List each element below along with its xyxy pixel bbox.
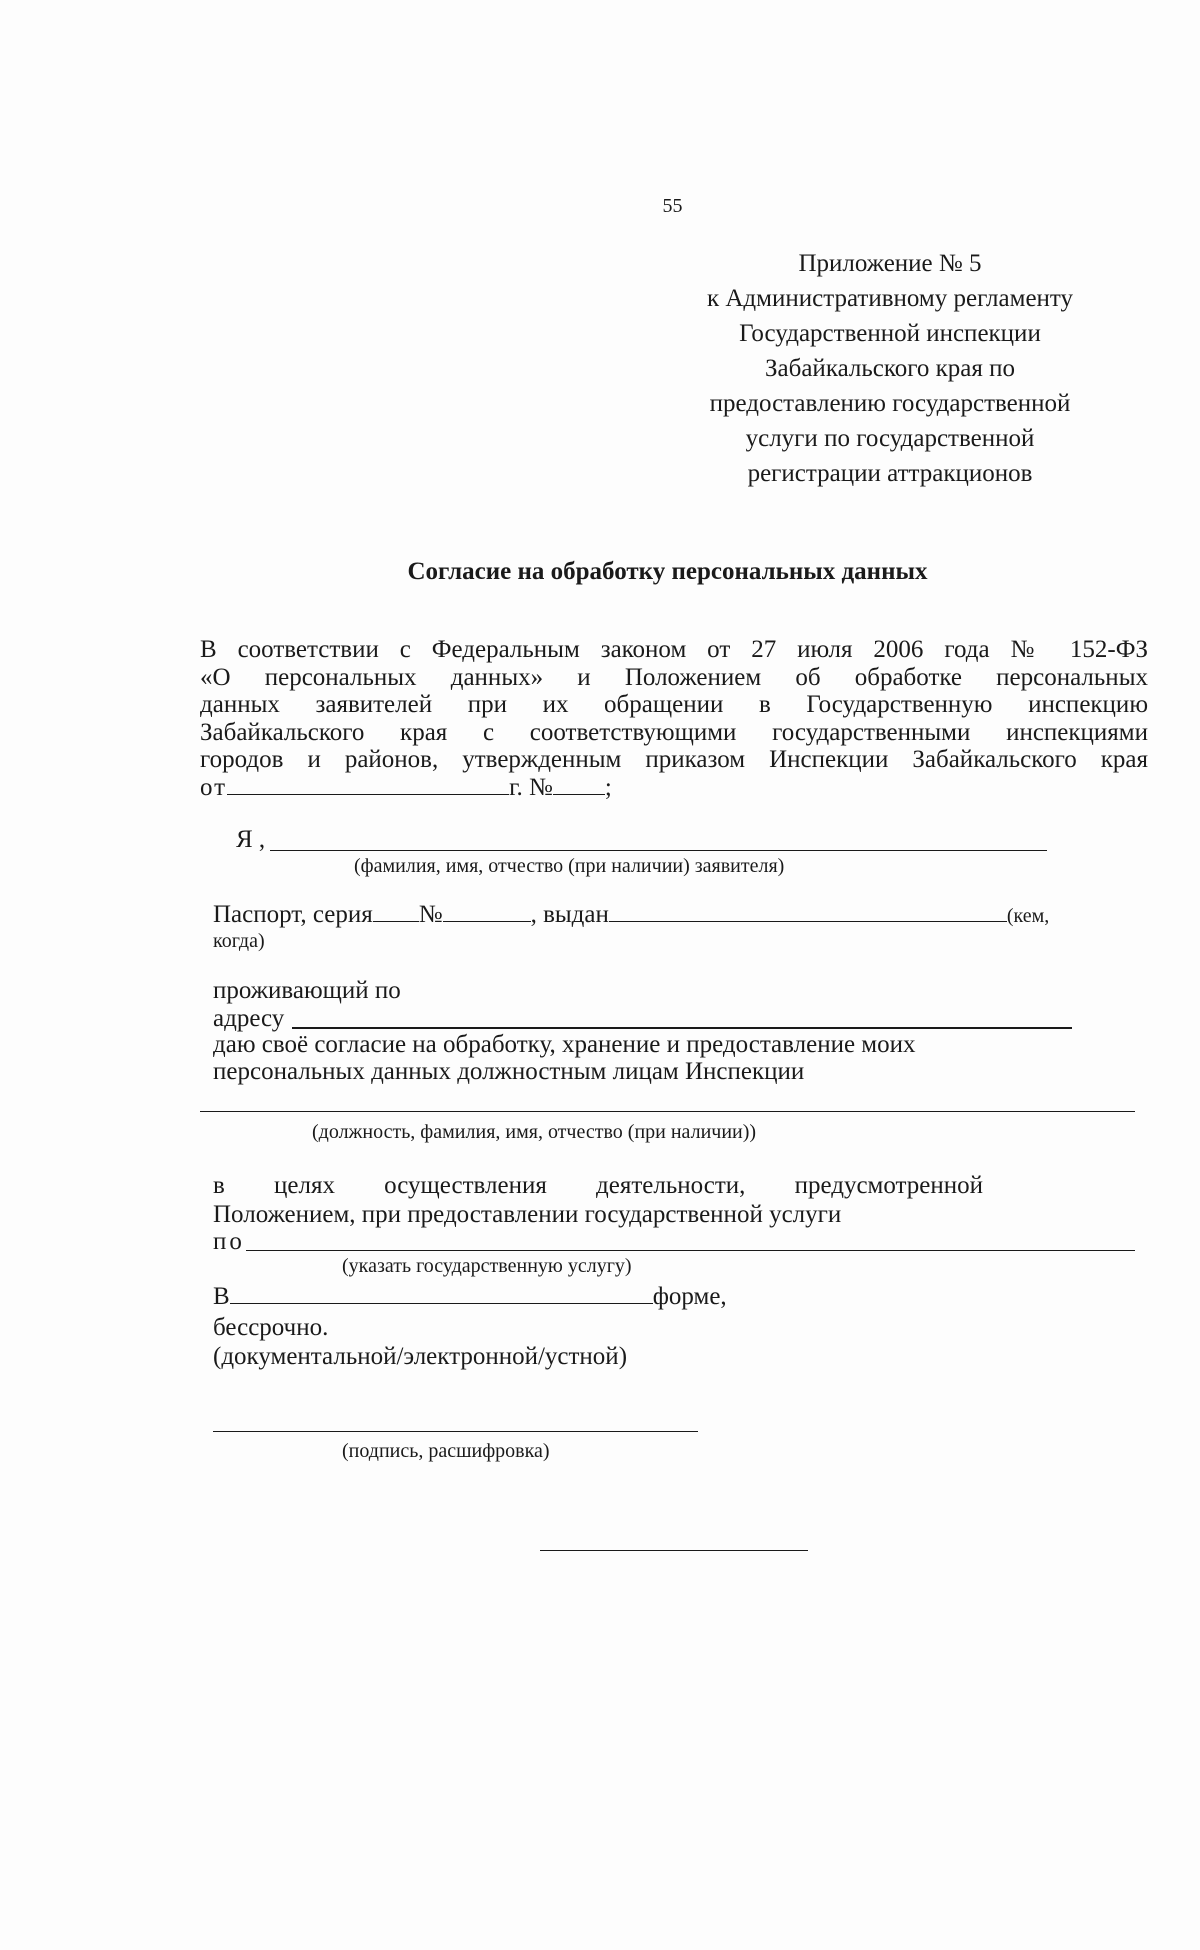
service-field[interactable] [246, 1250, 1135, 1251]
purpose-word: в [213, 1172, 225, 1199]
appendix-line: Государственной инспекции [739, 320, 1041, 347]
appendix-line: предоставлению государственной [709, 390, 1071, 417]
purpose-word: осуществления [384, 1172, 547, 1199]
document-title: Согласие на обработку персональных данных [407, 558, 928, 585]
official-caption: (должность, фамилия, имя, отчество (при наличии)) [312, 1121, 757, 1143]
intro-paragraph [200, 636, 1148, 801]
closing-divider [540, 1550, 808, 1551]
appendix-line: Приложение № 5 [798, 250, 982, 277]
passport-line [213, 901, 1049, 929]
appendix-line: Забайкальского края по [765, 355, 1015, 382]
year-number-label: г. № [509, 773, 553, 801]
form-type-field[interactable] [230, 1283, 653, 1304]
passport-series-label: Паспорт, серия [213, 901, 373, 928]
form-line [213, 1283, 727, 1311]
form-in-label: В [213, 1283, 230, 1310]
passport-number-label: № [418, 901, 443, 928]
consent-line-2: персональных данных должностным лицам Инспекции [213, 1058, 805, 1085]
applicant-label: Я , [236, 826, 266, 853]
appendix-line: услуги по государственной [745, 425, 1035, 452]
intro-line: данных заявителей при их обращении в Государственную инспекцию [200, 691, 1148, 718]
passport-issued-label: , выдан [530, 901, 609, 928]
appendix-line: к Административному регламенту [706, 285, 1074, 312]
passport-issued-field[interactable] [609, 901, 1007, 922]
address-line-1: проживающий по [213, 977, 401, 1004]
intro-line: Забайкальского края с соответствующими государственными инспекциями [200, 718, 1148, 746]
appendix-line: регистрации аттракционов [747, 460, 1033, 487]
signature-caption: (подпись, расшифровка) [342, 1440, 550, 1462]
address-field[interactable] [292, 1027, 1072, 1029]
purpose-word: предусмотренной [794, 1172, 983, 1199]
passport-who-label: (кем, [1006, 905, 1050, 927]
form-label: форме, [652, 1283, 727, 1310]
form-options: (документальной/электронной/устной) [213, 1343, 628, 1370]
intro-line: городов и районов, утвержденным приказом Инспекции Забайкальского края [200, 746, 1148, 773]
intro-line: В соответствии с Федеральным законом от 27 июля 2006 года № 152-ФЗ [200, 636, 1148, 663]
purpose-line-1 [213, 1172, 983, 1200]
purpose-line-3: по [213, 1228, 245, 1255]
passport-number-field[interactable] [443, 901, 531, 922]
purpose-word: деятельности, [596, 1172, 746, 1199]
intro-line: «О персональных данных» и Положением об обработке персональных [200, 663, 1148, 691]
passport-when-label: когда) [213, 930, 265, 952]
purpose-word: целях [274, 1172, 335, 1199]
official-field[interactable] [200, 1111, 1135, 1112]
address-line-2: адресу [213, 1005, 285, 1032]
order-date-line [200, 774, 1148, 802]
order-number-field[interactable] [553, 774, 605, 795]
service-caption: (указать государственную услугу) [342, 1255, 632, 1277]
end-mark: ; [604, 773, 612, 801]
order-date-field[interactable] [227, 774, 509, 795]
consent-line-1: даю своё согласие на обработку, хранение и предоставление моих [213, 1031, 916, 1058]
signature-field[interactable] [213, 1431, 698, 1432]
appendix-header [660, 246, 1120, 491]
applicant-caption: (фамилия, имя, отчество (при наличии) заявителя) [354, 855, 785, 877]
passport-series-field[interactable] [373, 901, 419, 922]
purpose-line-2: Положением, при предоставлении государственной услуги [213, 1201, 842, 1228]
from-label: от [200, 773, 228, 801]
page-number: 55 [662, 195, 683, 217]
form-indefinite: бессрочно. [213, 1314, 329, 1341]
applicant-name-field[interactable] [270, 850, 1047, 851]
